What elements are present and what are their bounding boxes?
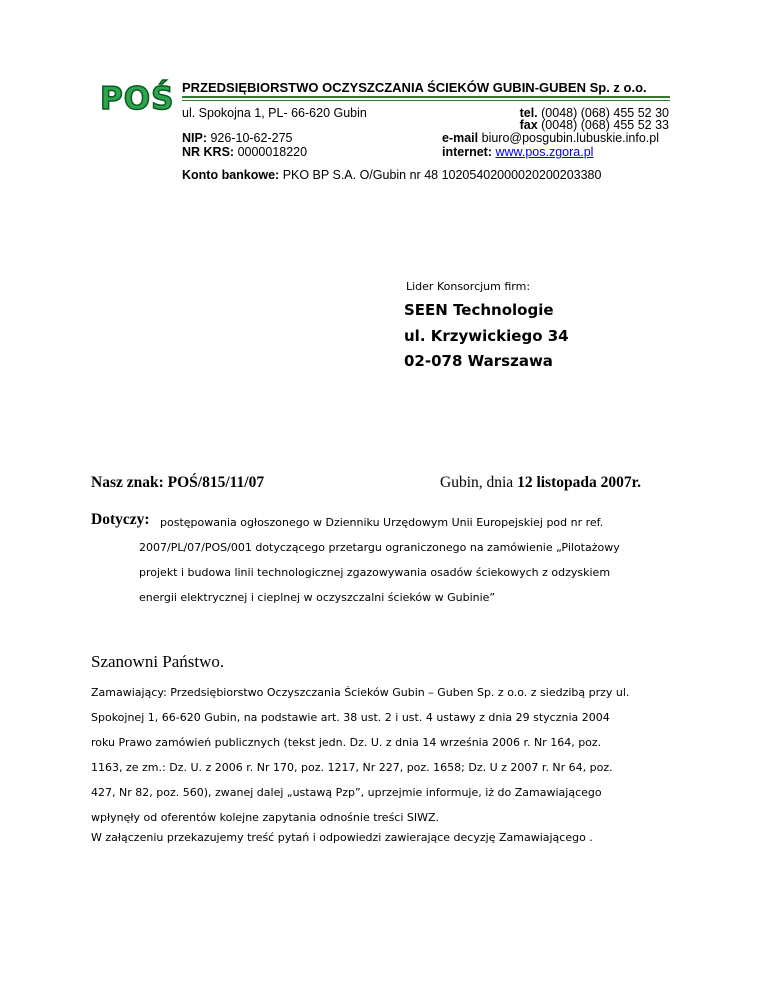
tel-label: tel. bbox=[519, 106, 538, 120]
addressee-lider: Lider Konsorcjum firm: bbox=[406, 280, 531, 293]
email-value: biuro@posgubin.lubuskie.info.pl bbox=[478, 131, 659, 145]
fax-label: fax bbox=[519, 118, 538, 132]
company-name: PRZEDSIĘBIORSTWO OCZYSZCZANIA ŚCIEKÓW GUBIN-GUBEN Sp. z o.o. bbox=[182, 80, 647, 95]
subject-line: 2007/PL/07/POS/001 dotyczącego przetargu ograniczonego na zamówienie „Pilotażowy bbox=[139, 541, 620, 554]
addressee-name: SEEN Technologie bbox=[404, 301, 554, 319]
reference-number: Nasz znak: POŚ/815/11/07 bbox=[91, 474, 265, 491]
nip-value: 926-10-62-275 bbox=[207, 131, 293, 145]
company-address: ul. Spokojna 1, PL- 66-620 Gubin bbox=[182, 106, 367, 120]
bank-value: PKO BP S.A. O/Gubin nr 48 10205402000020200203380 bbox=[279, 168, 602, 182]
body-line: 1163, ze zm.: Dz. U. z 2006 r. Nr 170, poz. 1217, Nr 227, poz. 1658; Dz. U z 2007 r. Nr 64, poz. bbox=[91, 761, 613, 774]
date-value: 12 listopada 2007r. bbox=[517, 474, 641, 491]
header-divider bbox=[182, 96, 670, 98]
subject-line: projekt i budowa linii technologicznej zgazowywania osadów ściekowych z odzyskiem bbox=[139, 566, 611, 579]
krs-value: 0000018220 bbox=[234, 145, 308, 159]
addressee-street: ul. Krzywickiego 34 bbox=[404, 327, 569, 345]
subject-line: energii elektrycznej i cieplnej w oczyszczalni ścieków w Gubinie” bbox=[139, 591, 496, 604]
tel-value: (0048) (068) 455 52 30 bbox=[537, 106, 669, 120]
email-line bbox=[442, 131, 659, 146]
header-divider-thin bbox=[182, 100, 670, 101]
nip-line bbox=[182, 131, 292, 146]
nip-label: NIP: bbox=[182, 131, 207, 145]
company-logo: POŚ bbox=[100, 81, 175, 117]
body-line: 427, Nr 82, poz. 560), zwanej dalej „ustawą Pzp”, uprzejmie informuje, iż do Zamawiającego bbox=[91, 786, 602, 799]
bank-account-line bbox=[182, 168, 601, 183]
bank-label: Konto bankowe: bbox=[182, 168, 280, 182]
subject-label: Dotyczy: bbox=[91, 511, 150, 528]
body-line: roku Prawo zamówień publicznych (tekst jedn. Dz. U. z dnia 14 września 2006 r. Nr 164, poz. bbox=[91, 736, 602, 749]
krs-line bbox=[182, 145, 307, 160]
subject-line: postępowania ogłoszonego w Dzienniku Urzędowym Unii Europejskiej pod nr ref. bbox=[160, 516, 604, 529]
body-line: W załączeniu przekazujemy treść pytań i odpowiedzi zawierające decyzję Zamawiającego . bbox=[91, 831, 593, 844]
internet-line bbox=[442, 145, 593, 160]
body-line: Spokojnej 1, 66-620 Gubin, na podstawie art. 38 ust. 2 i ust. 4 ustawy z dnia 29 stycznia 2004 bbox=[91, 711, 610, 724]
greeting: Szanowni Państwo. bbox=[91, 652, 225, 671]
date-prefix: Gubin, dnia bbox=[440, 474, 518, 491]
body-line: Zamawiający: Przedsiębiorstwo Oczyszczania Ścieków Gubin – Guben Sp. z o.o. z siedzibą przy ul. bbox=[91, 686, 630, 699]
website-link[interactable]: www.pos.zgora.pl bbox=[495, 145, 594, 159]
body-line: wpłynęły od oferentów kolejne zapytania odnośnie treści SIWZ. bbox=[91, 811, 440, 824]
addressee-city: 02-078 Warszawa bbox=[404, 352, 553, 370]
internet-label: internet: bbox=[442, 145, 492, 159]
krs-label: NR KRS: bbox=[182, 145, 235, 159]
email-label: e-mail bbox=[442, 131, 479, 145]
letter-date bbox=[440, 474, 641, 492]
fax-value: (0048) (068) 455 52 33 bbox=[537, 118, 669, 132]
